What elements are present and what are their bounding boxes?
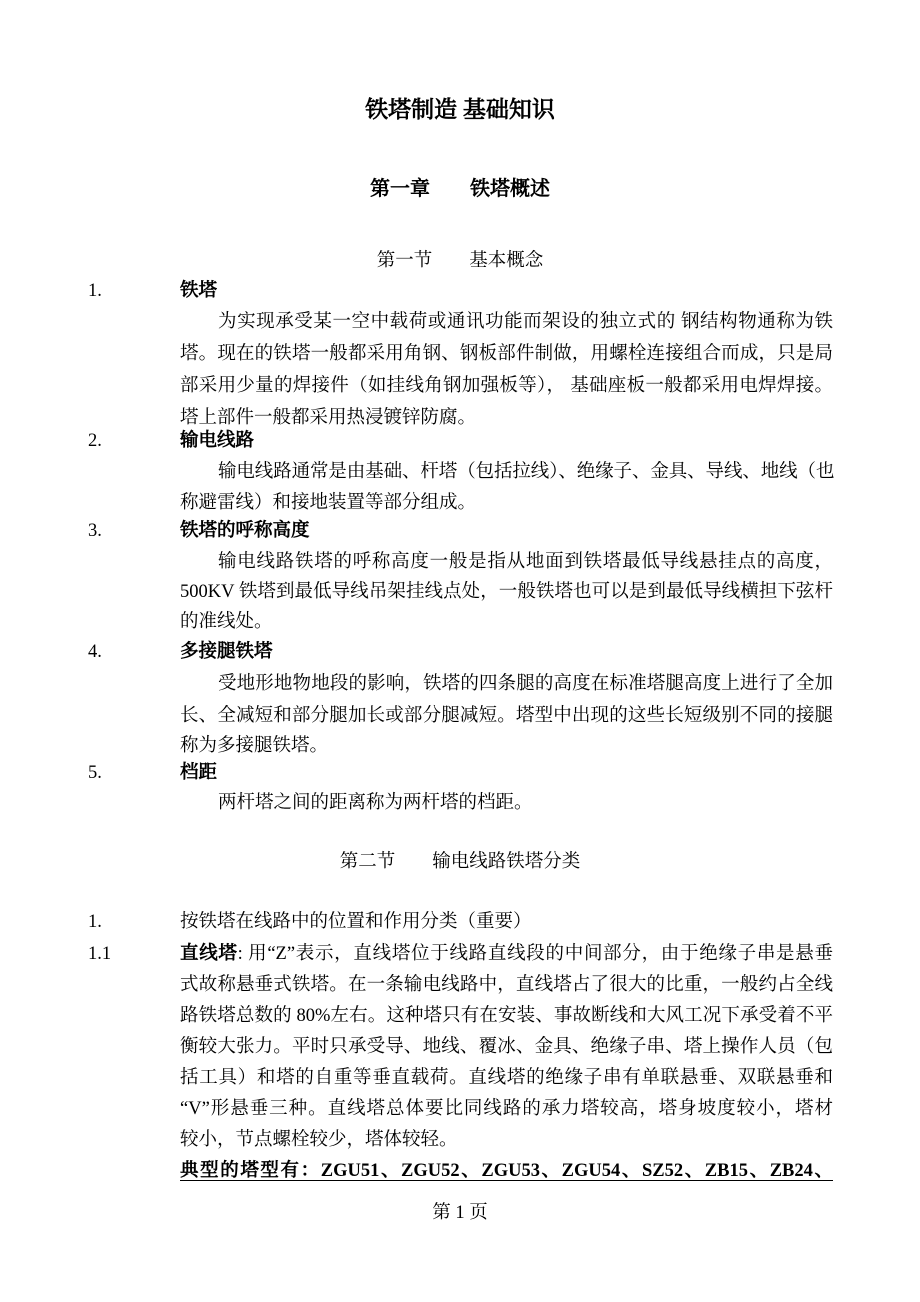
paragraph-line: 较小，节点螺栓较少，塔体较轻。 [180,1130,458,1150]
section-title: 第二节 输电线路铁塔分类 [339,852,581,872]
section-title: 第一节 基本概念 [376,251,544,271]
paragraph-line: “V”形悬垂三种。直线塔总体要比同线路的承力塔较高，塔身坡度较小，塔材 [180,1099,833,1119]
paragraph-line: 括工具）和塔的自重等垂直载荷。直线塔的绝缘子串有单联悬垂、双联悬垂和 [180,1068,833,1088]
paragraph-line: 部采用少量的焊接件（如挂线角钢加强板等）， 基础座板一般都采用电焊焊接。 [180,376,833,396]
item-heading: 铁塔的呼称高度 [180,521,310,541]
paragraph-line: 长、全减短和部分腿加长或部分腿减短。塔型中出现的这些长短级别不同的接腿 [180,706,833,726]
paragraph-line: 塔。现在的铁塔一般都采用角钢、钢板部件制做，用螺栓连接组合而成，只是局 [180,344,833,364]
item-number: 5. [88,763,102,783]
paragraph-line: 称避雷线）和接地装置等部分组成。 [180,493,477,513]
paragraph-line [180,942,833,966]
paragraph-line: 衡较大张力。平时只承受导、地线、覆冰、金具、绝缘子串、塔上操作人员（包 [180,1037,833,1057]
item-number: 2. [88,431,102,451]
item-number: 4. [88,642,102,662]
item-heading: 铁塔 [180,281,218,301]
item-number: 1. [88,912,102,932]
item-number: 3. [88,521,102,541]
paragraph-line: 受地形地物地段的影响，铁塔的四条腿的高度在标准塔腿高度上进行了全加 [218,674,833,694]
paragraph-line: 塔上部件一般都采用热浸镀锌防腐。 [180,408,477,428]
item-heading: 多接腿铁塔 [180,642,273,662]
item-text: 按铁塔在线路中的位置和作用分类（重要） [180,912,532,932]
typical-tower-types: 典型的塔型有：ZGU51、ZGU52、ZGU53、ZGU54、SZ52、ZB15、ZB24、 [180,1161,833,1181]
item-number: 1.1 [88,944,112,964]
paragraph-line: 输电线路通常是由基础、杆塔（包括拉线）、绝缘子、金具、导线、地线（也 [218,462,835,482]
page-footer: 第 1 页 [432,1203,488,1223]
term: 直线塔 [180,944,238,964]
item-heading: 输电线路 [180,431,255,451]
paragraph-line: 式故称悬垂式铁塔。在一条输电线路中，直线塔占了很大的比重，一般约占全线 [180,975,833,995]
chapter-title: 第一章 铁塔概述 [370,178,550,200]
document-title: 铁塔制造 基础知识 [365,97,555,122]
paragraph-line: 路铁塔总数的 80%左右。这种塔只有在安装、事故断线和大风工况下承受着不平 [180,1006,833,1026]
paragraph-line: 为实现承受某一空中载荷或通讯功能而架设的独立式的 钢结构物通称为铁 [218,312,833,332]
term-text: : 用“Z”表示，直线塔位于线路直线段的中间部分，由于绝缘子串是悬垂 [237,944,833,964]
paragraph-line: 输电线路铁塔的呼称高度一般是指从地面到铁塔最低导线悬挂点的高度， [218,552,833,572]
paragraph-line: 的准线处。 [180,612,273,632]
paragraph-line: 500KV 铁塔到最低导线吊架挂线点处，一般铁塔也可以是到最低导线横担下弦杆 [180,582,833,602]
item-heading: 档距 [180,763,218,783]
paragraph-line: 称为多接腿铁塔。 [180,736,329,756]
paragraph-line: 两杆塔之间的距离称为两杆塔的档距。 [218,793,533,813]
item-number: 1. [88,281,102,301]
